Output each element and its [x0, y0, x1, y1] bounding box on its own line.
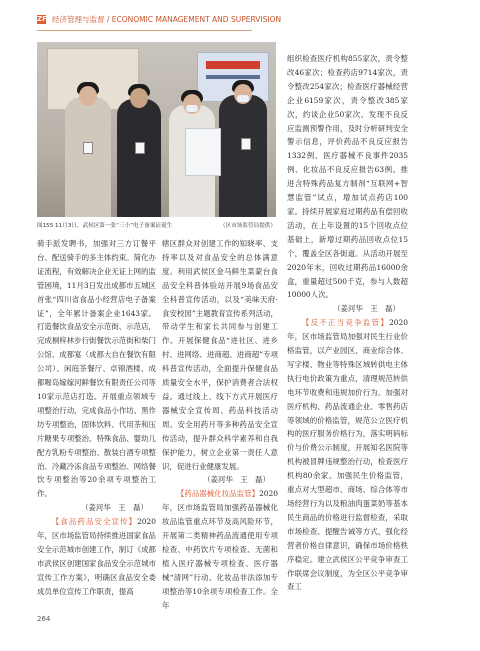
section-heading: 【食品药品安全宣传】 — [51, 517, 138, 527]
paragraph: 【反不正当竞争监管】2020年，区市场监管局加强对民生行业价格监管，以产业园区、商业综合体、写字楼、物业等特殊区域转供电主体执行电价政策为重点，清理规范转供电环节收费和违规加价行为。加强对医疗机构、药品流通企业、零售药店等领域的价格监管，规范公立医疗机构的医疗服务价格行为，落实明码标价与价费公示制度，开展知名医院等机构被冒牌违规整治行动，检查医疗机构80余家。加强民生价格监管，重点对大型超市、商场、综合体等市场经营行为以及粮油肉蛋菜奶等基本民生商品的价格进行监督检查，采取市场检查、提醒告诫等方式，强化经营者价格自律意识，确保市场价格秩序稳定。建立武侯区公平竞争审查工作联席会议制度，为全区公平竞争审查工 — [287, 318, 408, 592]
caption-text: 图155 11月3日，武侯区第一张“三小”电子备案证诞生 — [37, 223, 173, 229]
certificate — [185, 128, 221, 176]
section-heading: 【反不正当竞争监管】 — [301, 318, 390, 328]
paragraph: 【食品药品安全宣传】2020年，区市场监管局持续推进国家食品安全示范城市创建工作，制订《成都市武侯区创建国家食品安全示范城市宣传工作方案》，明确区食品安全委成员单位宣传工作职责，提高 — [37, 517, 156, 596]
caption-credit: （区市场监管局提供） — [220, 223, 276, 229]
author-signature: （姜河华 王 磊） — [81, 503, 148, 513]
page-header — [0, 0, 480, 40]
header-divider — [37, 30, 252, 31]
section-title: 经济管理与监督 / ECONOMIC MANAGEMENT AND SUPERVISION — [52, 15, 282, 24]
person-figure — [65, 97, 111, 217]
page-number: 264 — [37, 615, 51, 623]
person-figure — [117, 99, 161, 217]
news-photo — [37, 42, 276, 217]
photo-caption — [37, 221, 276, 231]
paragraph: 【药品器械化妆品监管】2020年，区市场监管局加强药品器械化妆品监管重点环节及高风险环节，开展第二类精神药品流通使用专项检查、中药饮片专项检查、无菌和植入医疗器械专项检查、医疗器械“清网”行动、化妆品非法添加专项整治等10余项专项检查工作。全年 — [162, 489, 278, 610]
author-signature: （姜河华 王 磊） — [203, 475, 270, 485]
author-signature: （姜河华 王 磊） — [333, 304, 400, 314]
section-heading: 【药品器械化妆品监管】 — [176, 489, 260, 499]
text-column-3 — [287, 52, 408, 594]
paragraph: 骑手派发聘书，加强对三方订餐平台、配送骑手的多主体约束。简化办证流程，有效解决企业无证上网的监管困境，11月3日发出成都市五城区首张“四川省食品小经营店电子备案证”，全年累计备案企业1643家。打造餐饮食品安全示范街、示范店，完成桐梓林步行街餐饮示范街和柴门公馆、成都宴（成都大自在餐饮有限公司）、闲庭茶餐厅、卓锦酒楼、成都喔岛嫁嫁河鲜餐饮有限责任公司等10家示范店打造。开展重点领域专项整治行动，完成食品小作坊、黑作坊专项整治，固体饮料、代用茶和压片糖果专项整治、特殊食品、婴幼儿配方乳粉专项整治、散装白酒专项整治、冷藏冷冻食品专项整治、网络餐饮专项整治等20余项专项整治工作。 — [37, 239, 156, 499]
paragraph: 组织检查医疗机构855家次，责令整改46家次；检查药店9714家次，责令整改254家次；检查医疗器械经营企业6159家次，责令整改385家次，约谈企业50家次。发现不良反应监测预警作用，及时分析研判安全警示信息，评价药品不良反应报告1332例、医疗器械不良事件2035例、化妆品不良反应报告63例。推进含特殊药品复方制剂“互联网+智慧监管”试点，增加试点药店100家。持续开展家庭过期药品有偿回收活动，在上年设置的15个回收点位基础上，新增过期药品回收点位15个，覆盖全区各街道。从活动开展至2020年末，回收过期药品16000余盒，重量超过500千克，参与人数超10000人次。 — [287, 54, 408, 300]
paragraph: 辖区群众对创建工作的知晓率、支持率以及对食品安全的总体满意度。利用武侯区金马鲜生菜蒙台食品安全科普体验站开展9场食品安全科普宣传活动，以及“美味天府·食安校园”主题教育宣传系列活动，带动学生和家长共同参与创建工作。开展保健食品“进社区、进乡村、进网络、进商超、进商超”专项科普宣传活动，全面提升保健食品质量安全水平，保护消费者合法权益。通过线上、线下方式开展医疗器械安全宣传周、药品科技活动周、安全用药月等多种药品安全宣传活动，提升群众科学素养和自我保护能力，树立企业第一责任人意识，促进行业健康发展。 — [162, 239, 278, 471]
section-chip-icon: ZF — [37, 15, 47, 23]
person-figure — [219, 95, 267, 217]
text-column-2 — [162, 237, 278, 612]
text-column-1 — [37, 237, 156, 599]
